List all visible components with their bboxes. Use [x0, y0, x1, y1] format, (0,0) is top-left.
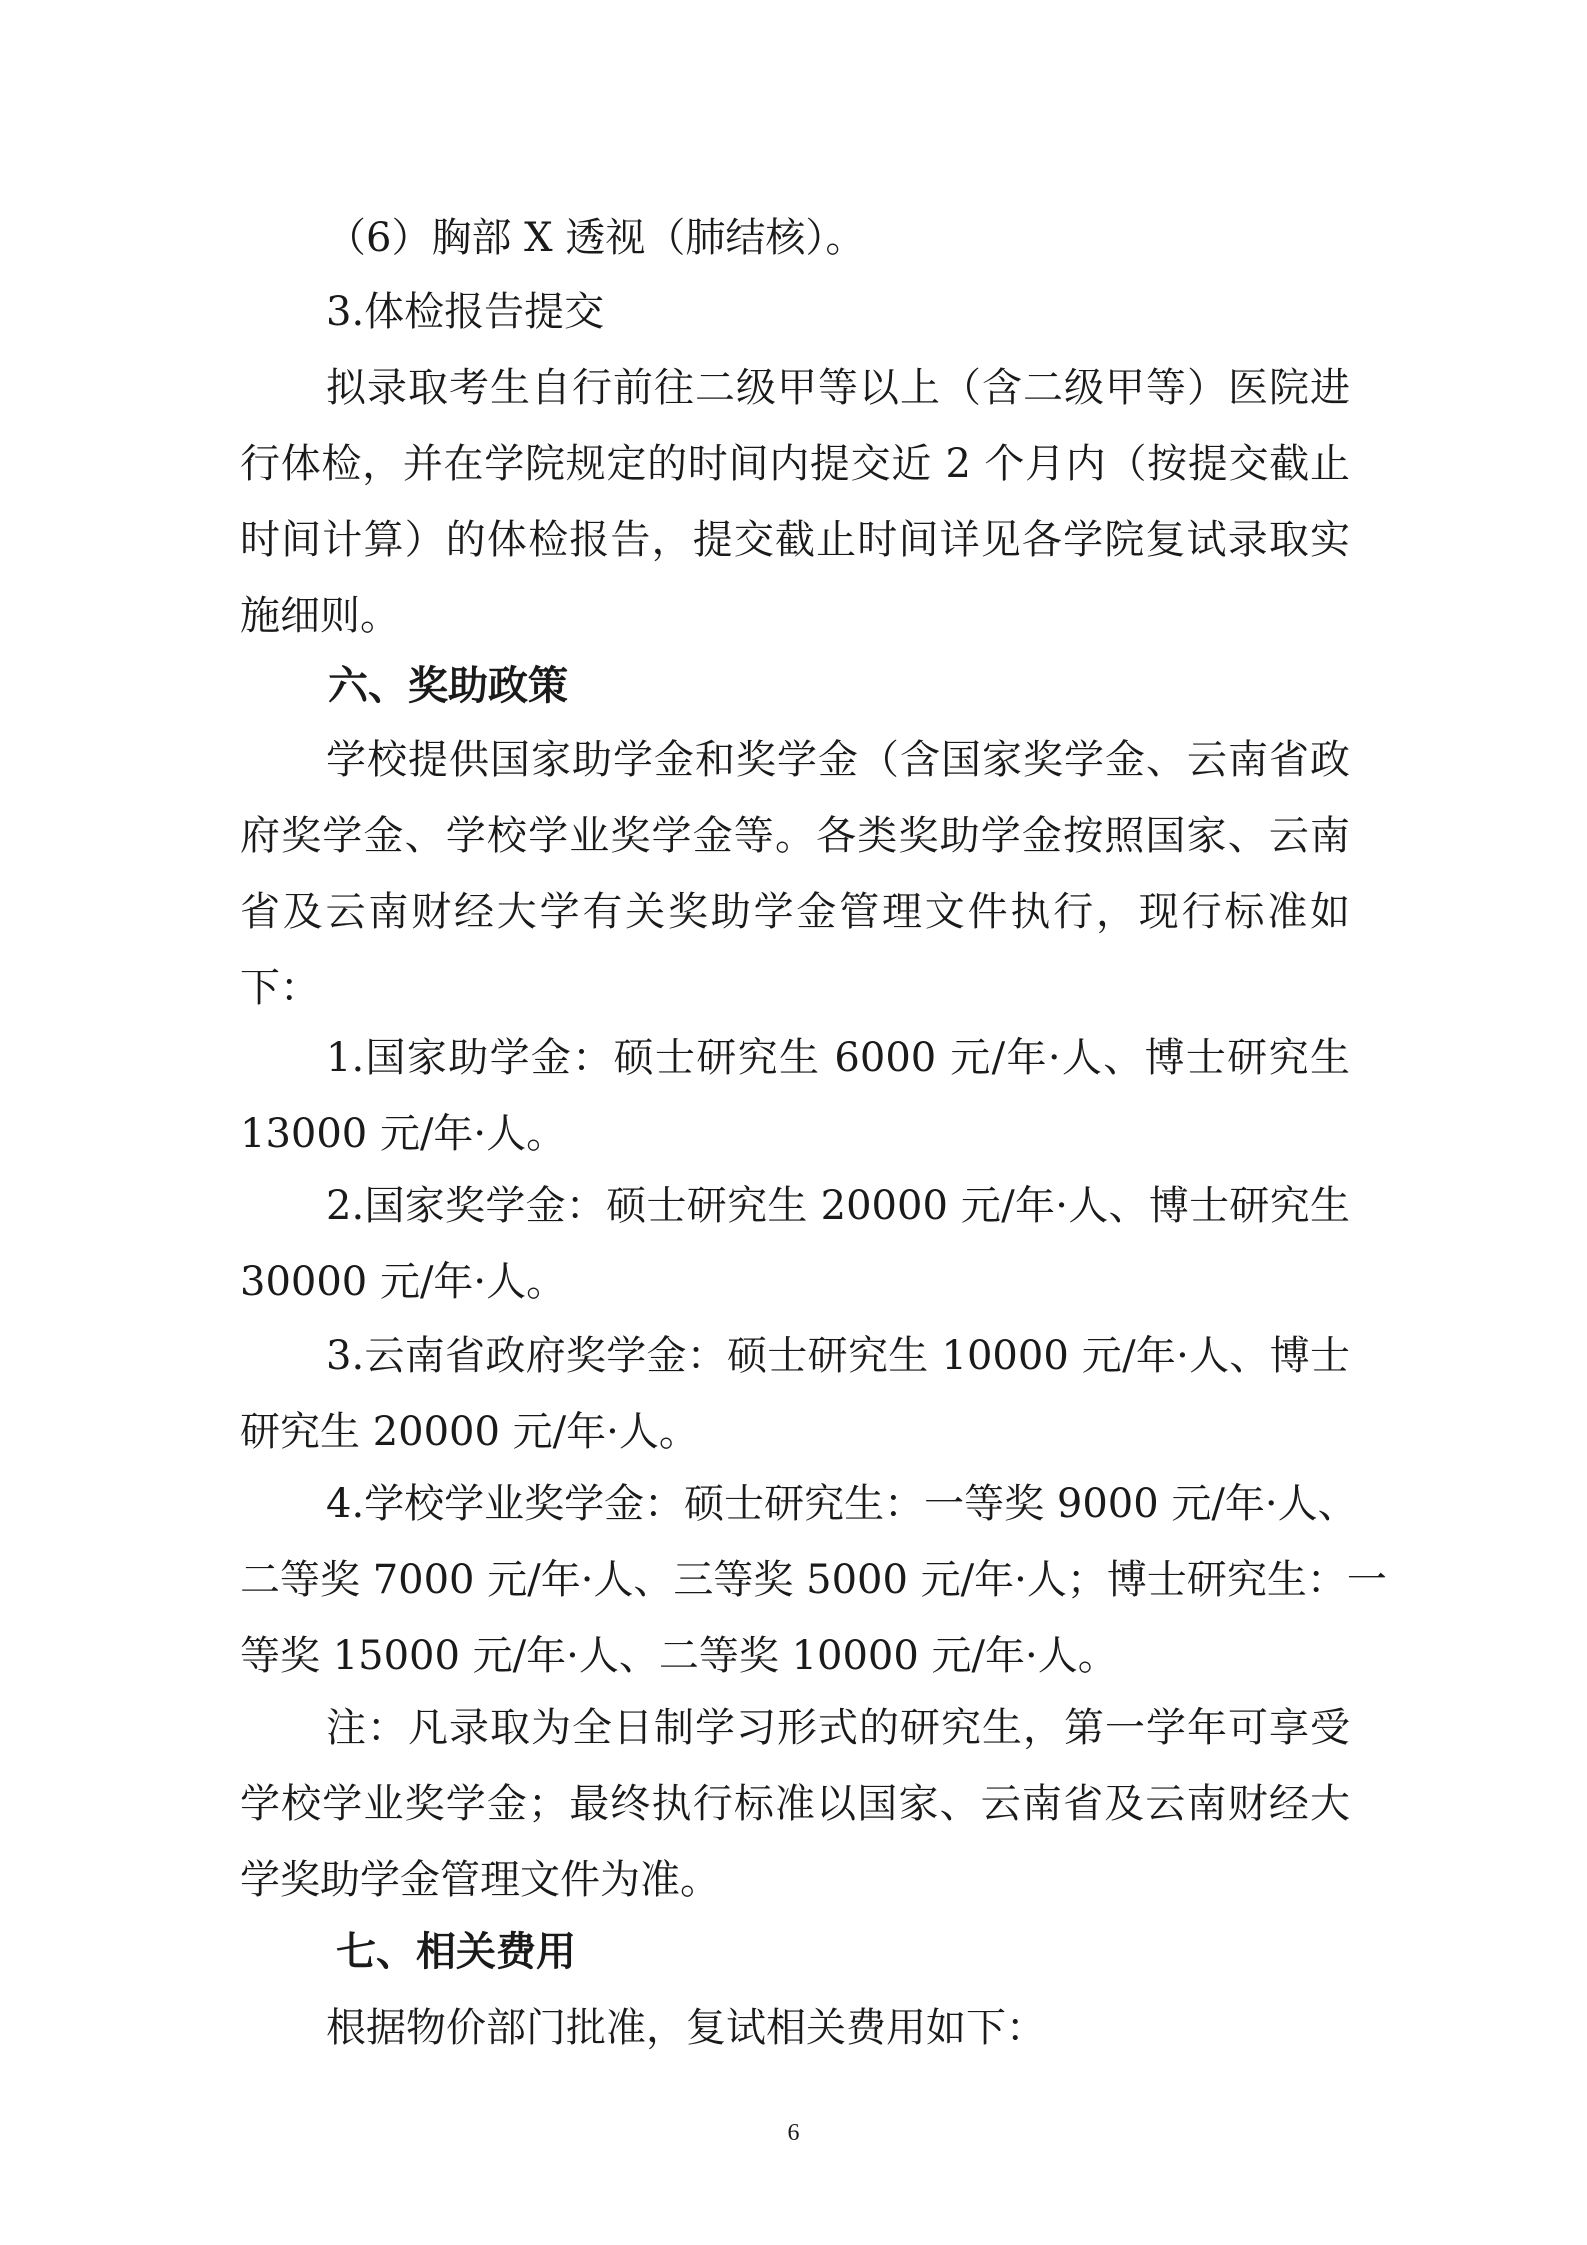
- paragraph-line: （6）胸部 X 透视（肺结核）。: [326, 215, 866, 261]
- paragraph-line: 二等奖 7000 元/年·人、三等奖 5000 元/年·人；博士研究生：一: [240, 1557, 1387, 1603]
- paragraph-line: 1.国家助学金：硕士研究生 6000 元/年·人、博士研究生: [326, 1035, 1350, 1081]
- paragraph-line: 行体检，并在学院规定的时间内提交近 2 个月内（按提交截止: [240, 441, 1350, 487]
- page-number: 6: [787, 2120, 800, 2146]
- award-item-2: [240, 1168, 1350, 1320]
- paragraph-line: 等奖 15000 元/年·人、二等奖 10000 元/年·人。: [240, 1633, 1118, 1679]
- subsection-3-paragraph: [240, 350, 1350, 654]
- paragraph-line: 学校提供国家助学金和奖学金（含国家奖学金、云南省政: [326, 737, 1350, 783]
- paragraph-line: 4.学校学业奖学金：硕士研究生：一等奖 9000 元/年·人、: [326, 1481, 1358, 1527]
- section-6-intro: [240, 722, 1350, 1026]
- paragraph-line: 施细则。: [240, 593, 400, 639]
- section-6-heading: [240, 648, 1350, 724]
- paragraph-line: 2.国家奖学金：硕士研究生 20000 元/年·人、博士研究生: [326, 1183, 1350, 1229]
- award-item-1: [240, 1020, 1350, 1172]
- paragraph-line: 30000 元/年·人。: [240, 1259, 567, 1305]
- paragraph-line: 研究生 20000 元/年·人。: [240, 1409, 699, 1455]
- paragraph-line: 根据物价部门批准，复试相关费用如下：: [326, 2005, 1046, 2051]
- paragraph-line: 注：凡录取为全日制学习形式的研究生，第一学年可享受: [326, 1705, 1350, 1751]
- section-7-intro: [240, 1990, 1350, 2066]
- award-note: [240, 1690, 1350, 1918]
- paragraph-line: 学奖助学金管理文件为准。: [240, 1857, 720, 1903]
- paragraph-line: 省及云南财经大学有关奖助学金管理文件执行，现行标准如: [240, 889, 1350, 935]
- paragraph-line: 下：: [240, 965, 320, 1011]
- award-item-4: [240, 1466, 1387, 1694]
- section-heading: 六、奖助政策: [328, 662, 568, 709]
- subsection-title: 3.体检报告提交: [326, 289, 605, 335]
- paragraph-line: 拟录取考生自行前往二级甲等以上（含二级甲等）医院进: [326, 365, 1350, 411]
- paragraph-line: 3.云南省政府奖学金：硕士研究生 10000 元/年·人、博士: [326, 1333, 1350, 1379]
- paragraph-line: 学校学业奖学金；最终执行标准以国家、云南省及云南财经大: [240, 1781, 1350, 1827]
- award-item-3: [240, 1318, 1350, 1470]
- paragraph-line: 府奖学金、学校学业奖学金等。各类奖助学金按照国家、云南: [240, 813, 1350, 859]
- exam-item-6: [240, 200, 1350, 276]
- paragraph-line: 13000 元/年·人。: [240, 1111, 567, 1157]
- section-7-heading: [240, 1914, 1350, 1990]
- subsection-3-title: [240, 274, 1350, 350]
- paragraph-line: 时间计算）的体检报告，提交截止时间详见各学院复试录取实: [240, 517, 1350, 563]
- section-heading: 七、相关费用: [336, 1928, 576, 1975]
